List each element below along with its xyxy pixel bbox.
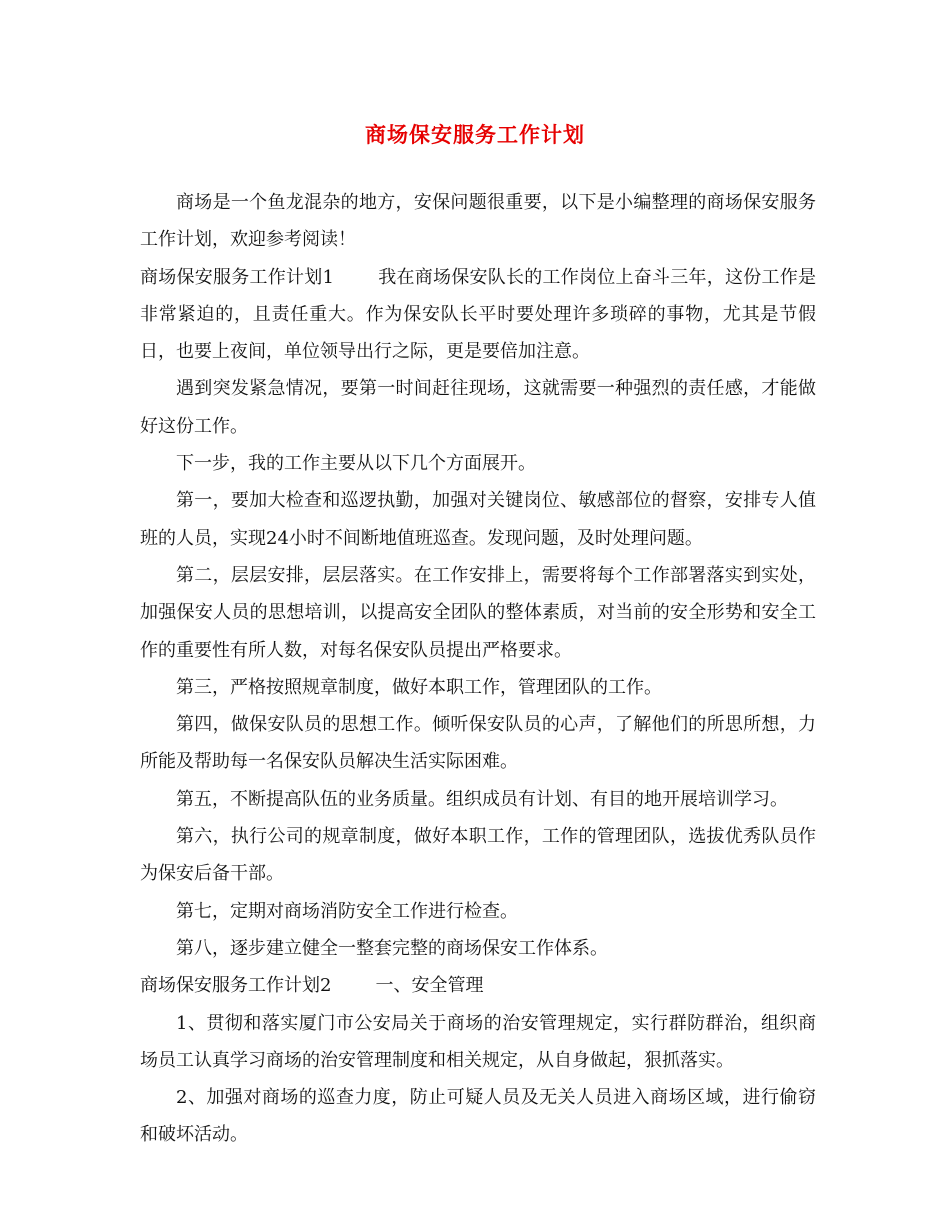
paragraph (140, 781, 816, 818)
section-heading: 商场保安服务工作计划1 (140, 266, 334, 288)
paragraph (140, 893, 816, 930)
paragraph-text: 商场是一个鱼龙混杂的地方，安保问题很重要，以下是小编整理的商场保安服务工作计划，欢迎参考阅读！ (140, 192, 816, 251)
paragraph-text: 第二，层层安排，层层落实。在工作安排上，需要将每个工作部署落实到实处，加强保安人员的思想培训，以提高安全团队的整体素质，对当前的安全形势和安全工作的重要性有所人数，对每名保安队员提出严格要求。 (140, 564, 816, 661)
paragraph-text: 第四，做保安队员的思想工作。倾听保安队员的心声，了解他们的所思所想，力所能及帮助每一名保安队员解决生活实际困难。 (140, 714, 816, 773)
document-title: 商场保安服务工作计划 (365, 123, 585, 147)
paragraph-text: 第七，定期对商场消防安全工作进行检查。 (176, 900, 518, 922)
paragraph (140, 184, 816, 259)
paragraph (140, 557, 816, 669)
paragraph (140, 482, 816, 557)
paragraph (140, 1005, 816, 1080)
paragraph-text: 第八，逐步建立健全一整套完整的商场保安工作体系。 (176, 937, 608, 959)
paragraph (140, 818, 816, 893)
paragraph-text: 第六，执行公司的规章制度，做好本职工作，工作的管理团队，选拔优秀队员作为保安后备干部。 (140, 826, 816, 885)
paragraph-text: 第五，不断提高队伍的业务质量。组织成员有计划、有目的地开展培训学习。 (176, 788, 788, 810)
paragraph-text: 1、贯彻和落实厦门市公安局关于商场的治安管理规定，实行群防群治，组织商场员工认真学习商场的治安管理制度和相关规定，从自身做起，狠抓落实。 (140, 1012, 816, 1071)
paragraph-text: 2、加强对商场的巡查力度，防止可疑人员及无关人员进入商场区域，进行偷窃和破坏活动。 (140, 1087, 816, 1146)
document-body (140, 184, 816, 1154)
paragraph-text: 下一步，我的工作主要从以下几个方面展开。 (176, 453, 536, 475)
paragraph (140, 669, 816, 706)
paragraph-text: 遇到突发紧急情况，要第一时间赶往现场，这就需要一种强烈的责任感，才能做好这份工作。 (140, 378, 816, 437)
paragraph (140, 259, 816, 371)
paragraph (140, 445, 816, 482)
paragraph (140, 370, 816, 445)
paragraph (140, 706, 816, 781)
paragraph (140, 967, 816, 1004)
section-heading: 商场保安服务工作计划2 (140, 975, 332, 997)
paragraph (140, 930, 816, 967)
paragraph (140, 1079, 816, 1154)
paragraph-text: 我在商场保安队长的工作岗位上奋斗三年，这份工作是非常紧迫的，且责任重大。作为保安队长平时要处理许多琐碎的事物，尤其是节假日，也要上夜间，单位领导出行之际，更是要倍加注意。 (140, 266, 816, 363)
paragraph-text: 第三，严格按照规章制度，做好本职工作，管理团队的工作。 (176, 676, 662, 698)
paragraph-text: 一、安全管理 (375, 975, 484, 997)
paragraph-text: 第一，要加大检查和巡逻执勤，加强对关键岗位、敏感部位的督察，安排专人值班的人员，实现24小时不间断地值班巡查。发现问题，及时处理问题。 (140, 490, 816, 549)
